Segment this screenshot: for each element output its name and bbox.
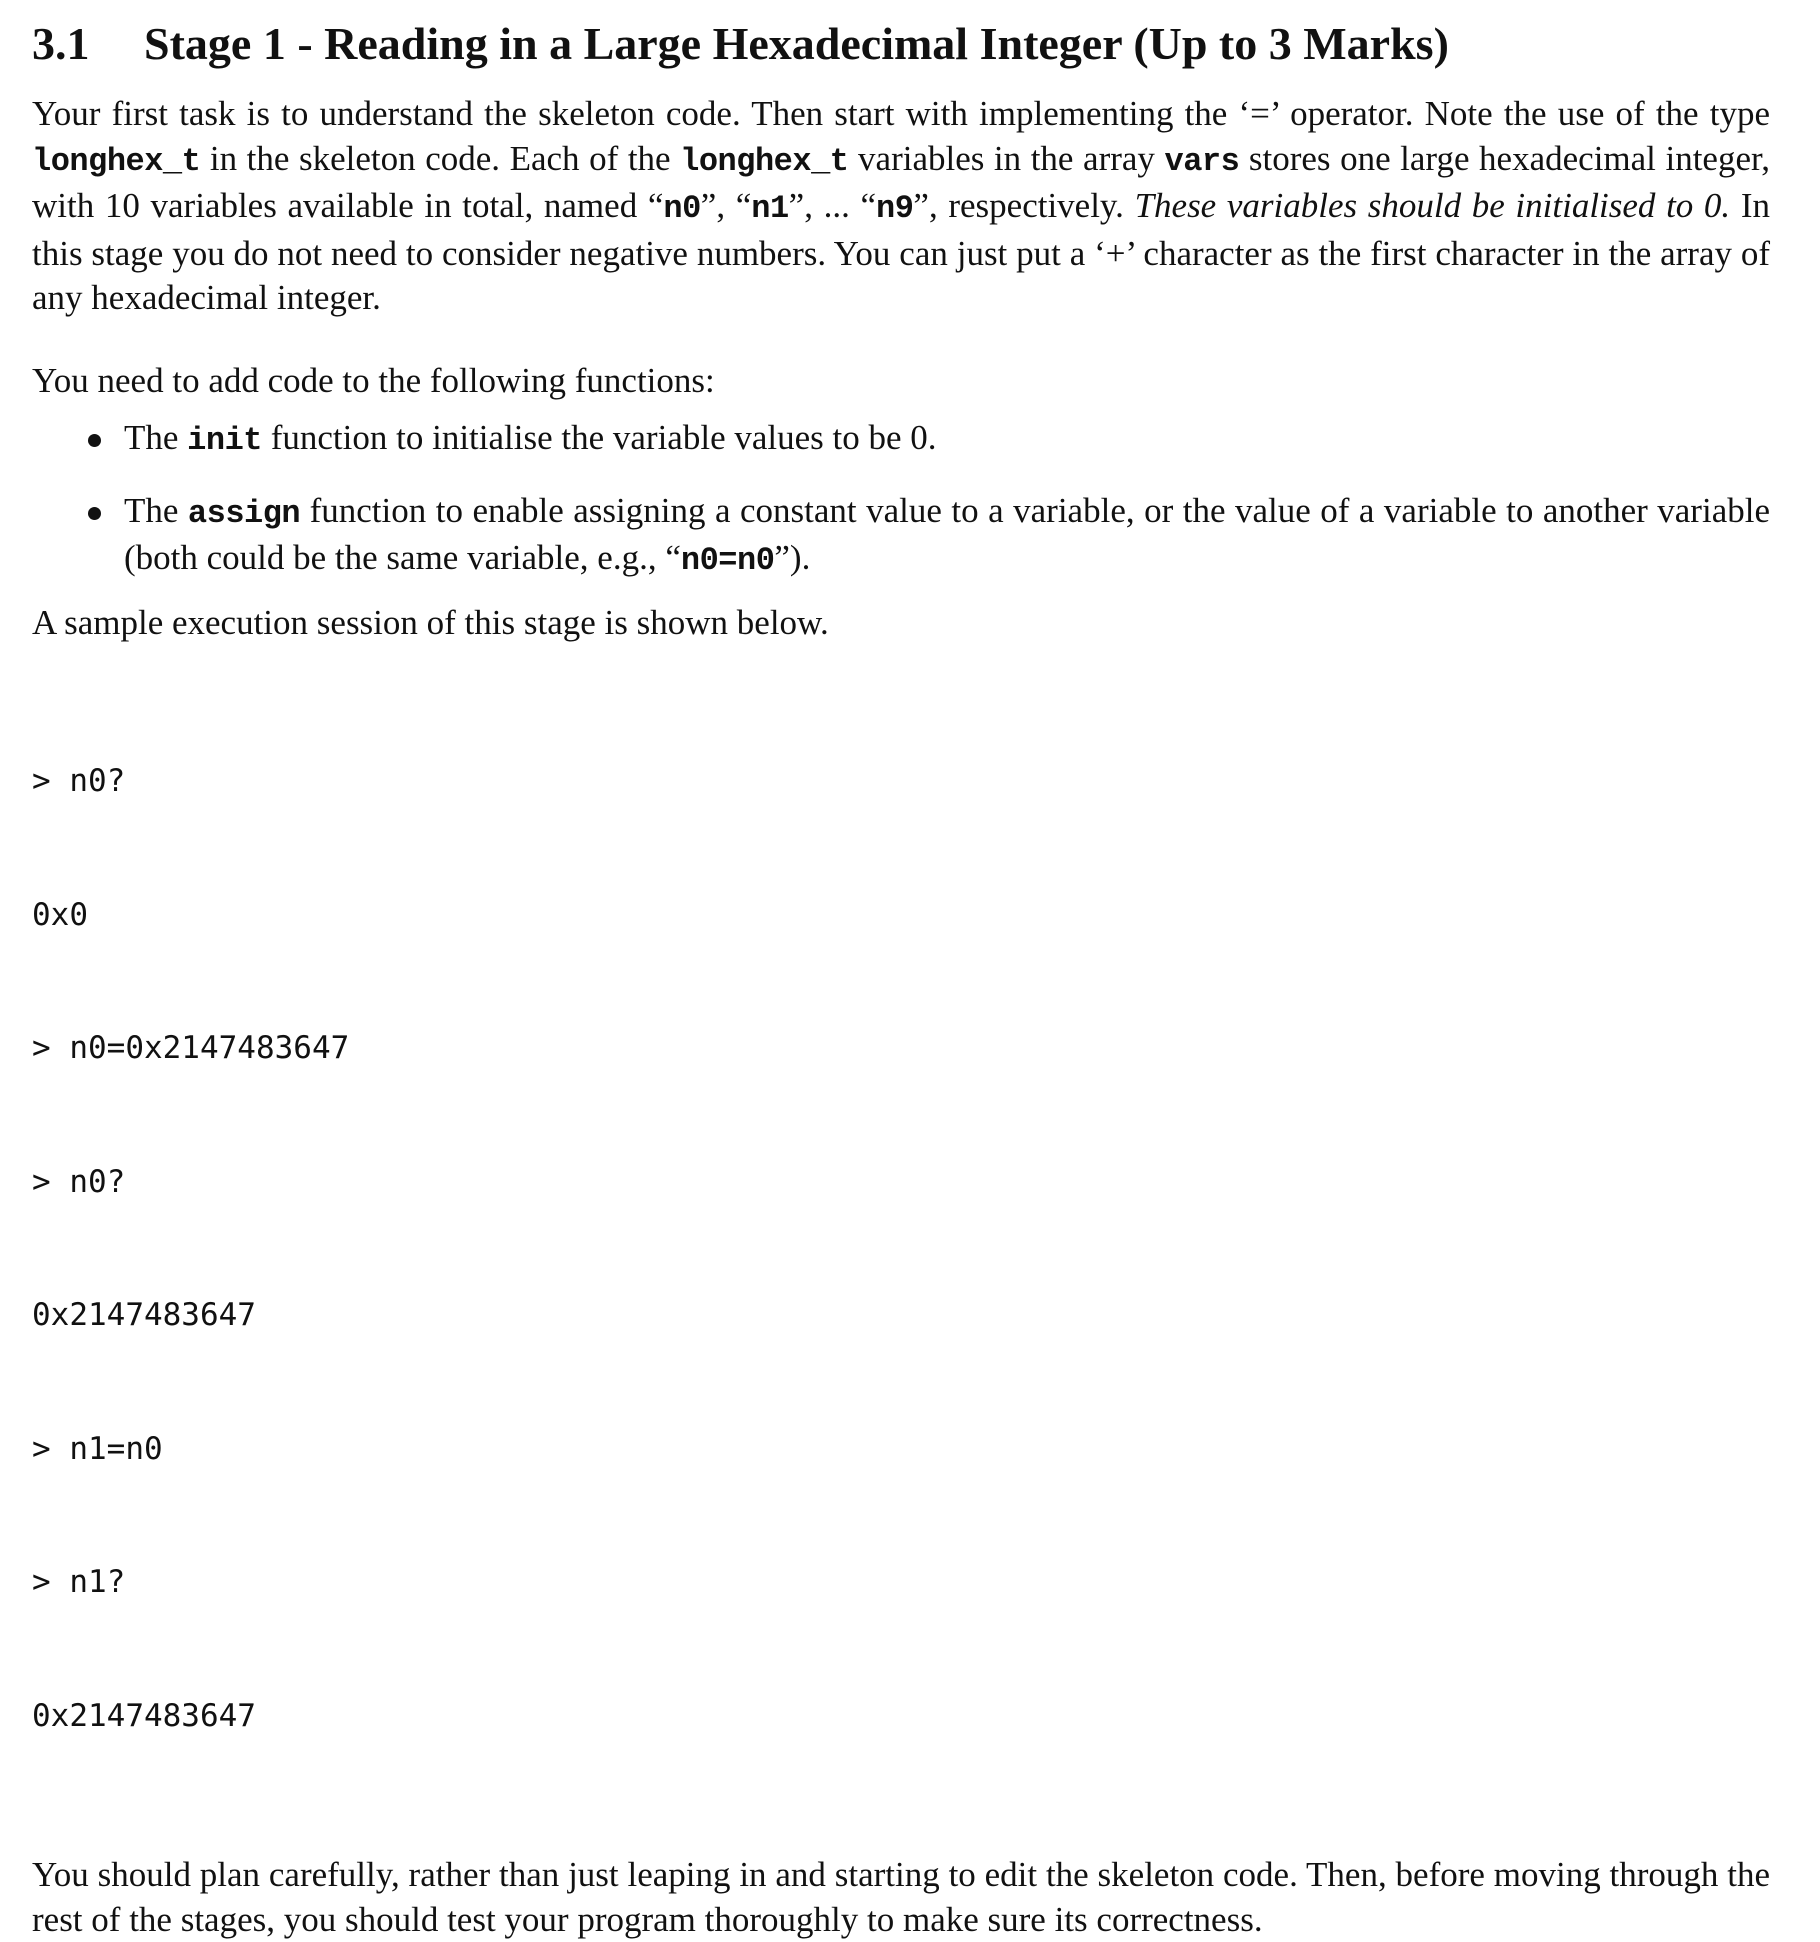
bullet-icon: [88, 434, 101, 447]
code-line: > n0?: [32, 1163, 126, 1200]
text-run: In this stage you do not need to consider negative numbers. You can just put a ‘+’ character as the first character in the array of any hexadecimal integer.: [32, 186, 1770, 317]
functions-intro-paragraph: You need to add code to the following functions:: [32, 360, 715, 400]
text-run: The: [124, 418, 188, 457]
code-variable-name: n1: [751, 190, 789, 227]
code-assign-function: assign: [187, 494, 301, 532]
text-run: The: [124, 490, 188, 530]
code-variable-name: n0: [663, 190, 701, 227]
text-run: ”, respectively.: [913, 186, 1135, 225]
closing-paragraph: You should plan carefully, rather than just leaping in and starting to edit the skeleton code. Then, before moving through the rest of the stages, you should test your program thoroughly to make sure its correctness.: [32, 1855, 1770, 1939]
code-longhex-type: longhex_t: [32, 142, 201, 180]
text-run: Your first task is to understand the skeleton code. Then start with implementing the ‘=’ operator. Note the use of the type: [32, 94, 1770, 133]
sample-intro-paragraph: A sample execution session of this stage is shown below.: [32, 602, 829, 642]
list-item: [32, 489, 1770, 584]
text-run: ”, “: [700, 186, 752, 225]
code-line: > n1=n0: [32, 1430, 163, 1467]
code-line: 0x2147483647: [32, 1297, 256, 1333]
section-title: Stage 1 - Reading in a Large Hexadecimal Integer (Up to 3 Marks): [144, 18, 1449, 69]
bullet-icon: [88, 507, 101, 520]
code-line: > n0=0x2147483647: [32, 1030, 350, 1066]
code-example: n0=n0: [680, 542, 775, 579]
document-page: [32, 0, 1770, 1942]
text-run: in the skeleton code. Each of the: [200, 138, 681, 178]
code-line: > n0?: [32, 763, 126, 799]
text-run: stores one large hexadecimal integer, with 10 variables available in total, named “: [32, 138, 1770, 225]
code-line: 0x2147483647: [32, 1697, 256, 1734]
text-run: variables in the array: [848, 138, 1165, 178]
text-run: ”).: [774, 538, 811, 577]
sample-session-code-block: [32, 670, 1770, 1827]
text-run: function to enable assigning a constant value to a variable, or the value of a variable to another variable (both could be the same variable, e.g., “: [124, 490, 1770, 577]
list-item: [32, 416, 1770, 464]
code-line: 0x0: [32, 896, 88, 933]
section-heading: [32, 14, 1770, 74]
code-init-function: init: [187, 422, 262, 459]
section-number: 3.1: [32, 18, 90, 69]
code-line: > n1?: [32, 1564, 126, 1600]
code-vars-array: vars: [1164, 142, 1240, 180]
code-variable-name: n9: [876, 190, 914, 227]
emphasis-text: These variables should be initialised to 0.: [1134, 186, 1731, 225]
text-run: function to initialise the variable values to be 0.: [261, 418, 937, 457]
function-list: [32, 416, 1770, 584]
code-longhex-type: longhex_t: [680, 142, 849, 180]
intro-paragraph: [32, 92, 1770, 321]
text-run: ”, ... “: [788, 186, 877, 225]
